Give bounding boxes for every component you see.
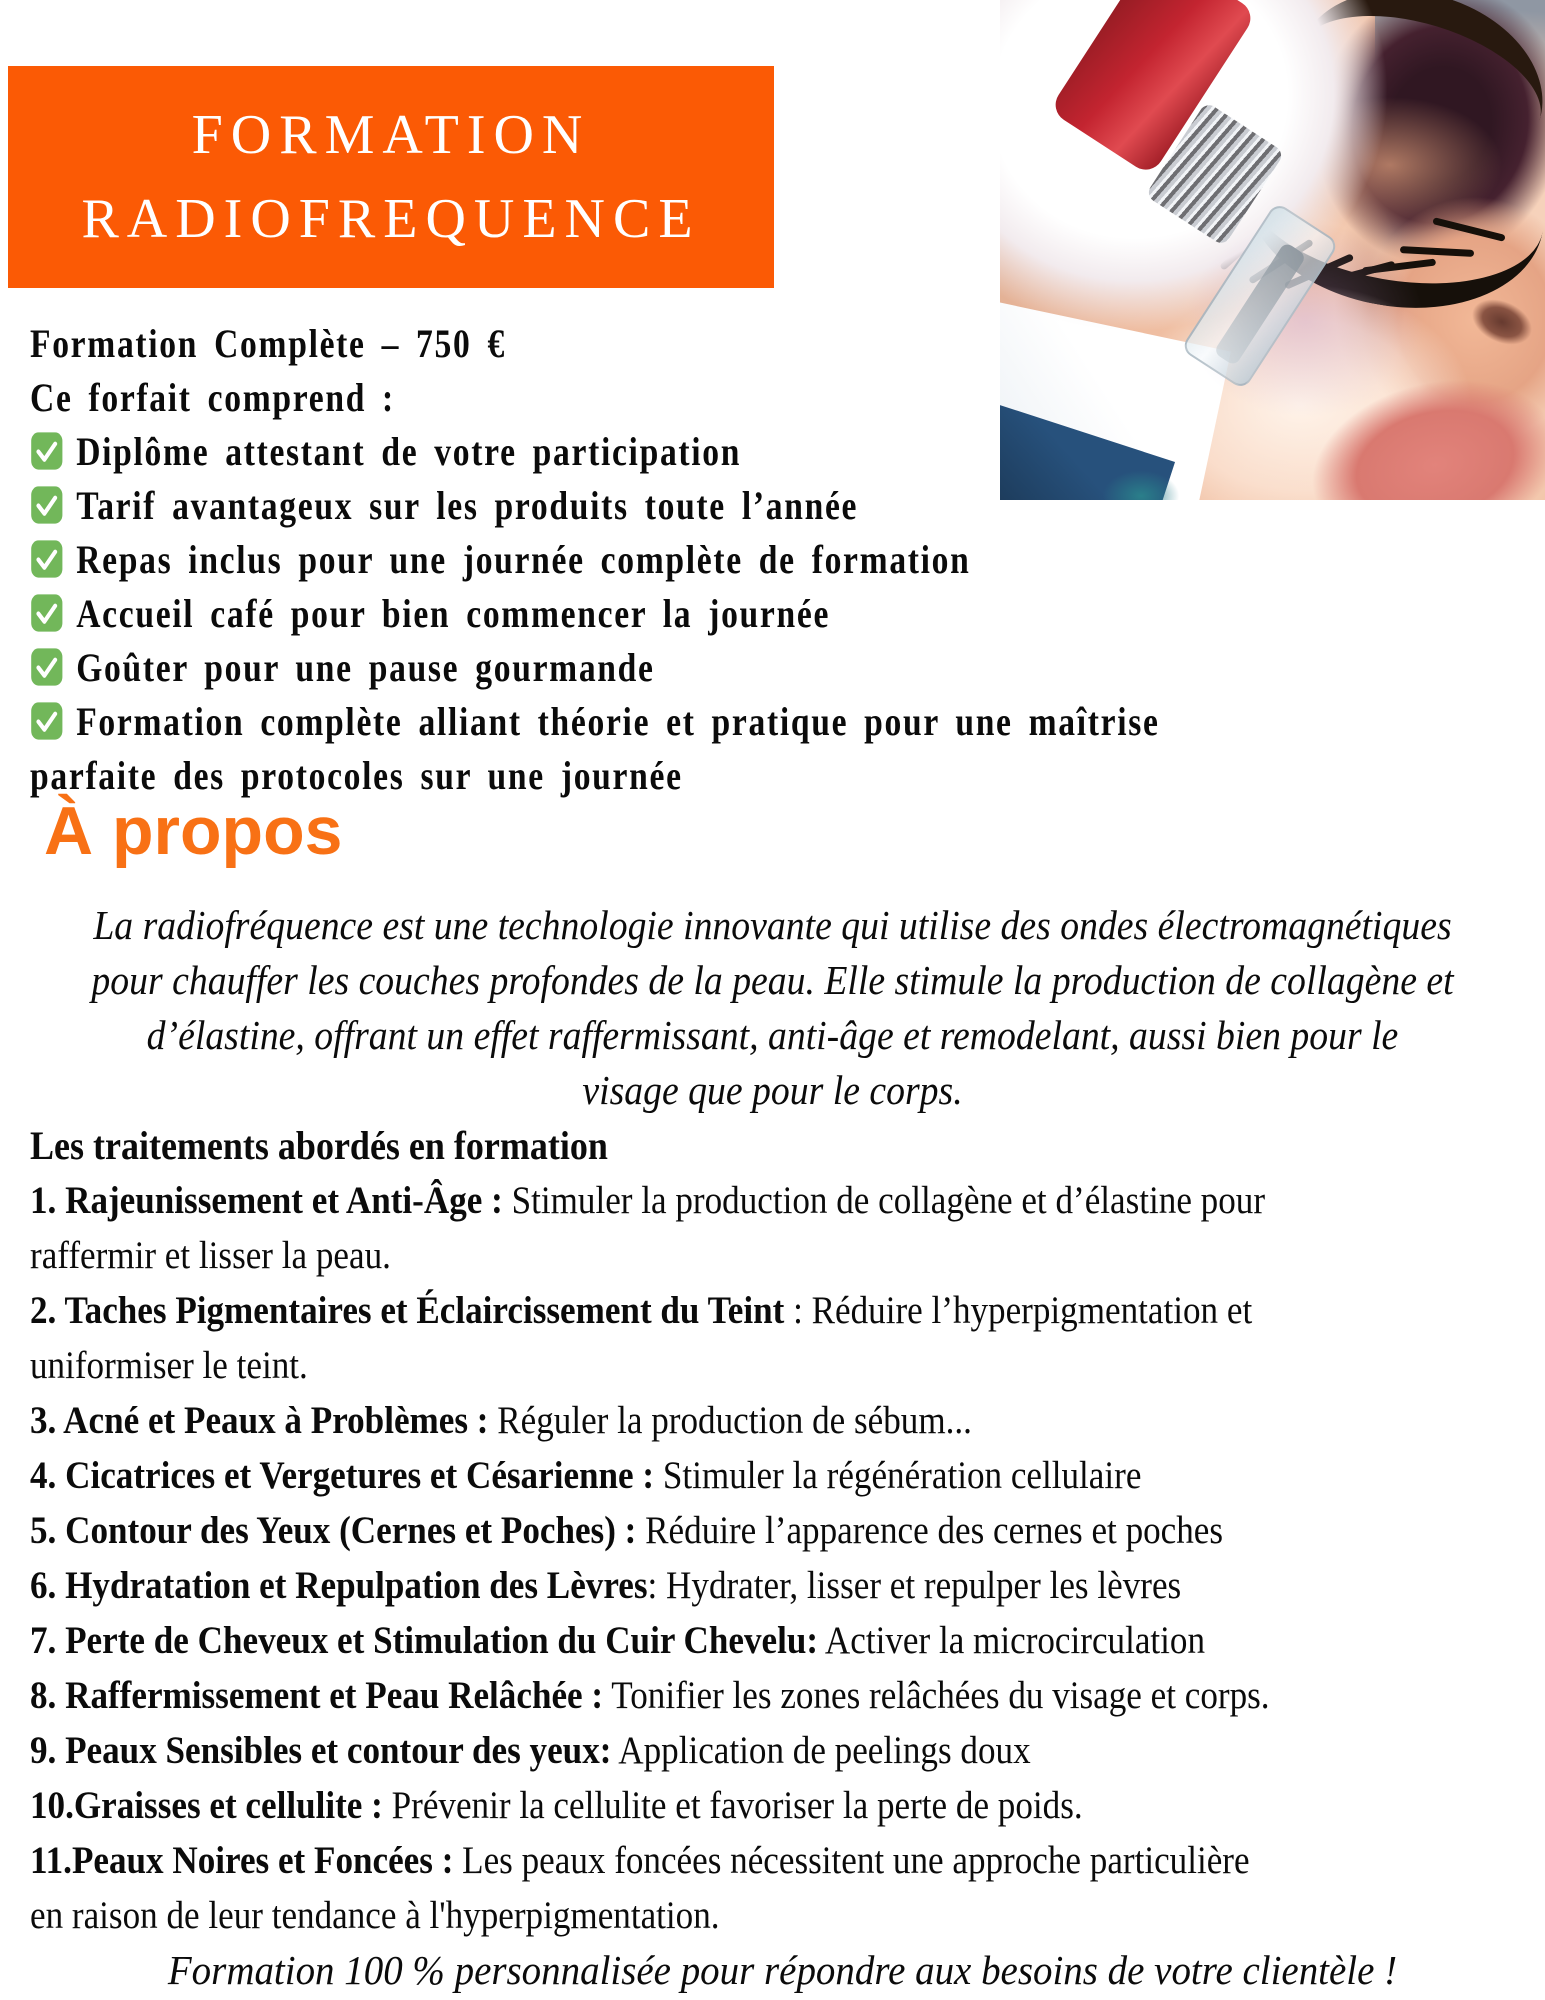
about-line: visage que pour le corps.: [582, 1067, 963, 1113]
treatment-line: [30, 1778, 1385, 1833]
treatment-label: 5. Contour des Yeux (Cernes et Poches) :: [30, 1509, 637, 1552]
treatment-item: [30, 1393, 1535, 1448]
treatment-continuation: en raison de leur tendance à l'hyperpigmentation.: [30, 1894, 720, 1937]
treatment-line: [30, 1833, 1385, 1888]
treatment-desc: Application de peelings doux: [611, 1729, 1031, 1772]
treatment-item: [30, 1778, 1535, 1833]
treatment-item: [30, 1613, 1535, 1668]
treatment-label: 11.Peaux Noires et Foncées :: [30, 1839, 454, 1882]
treatment-line: [30, 1283, 1385, 1338]
treatment-label: 4. Cicatrices et Vergetures et Césarienne :: [30, 1454, 655, 1497]
treatment-desc: Les peaux foncées nécessitent une approche particulière: [453, 1839, 1250, 1882]
treatment-label: 10.Graisses et cellulite :: [30, 1784, 383, 1827]
package-item: [30, 532, 1088, 586]
treatment-desc: Stimuler la régénération cellulaire: [654, 1454, 1142, 1497]
package-section: [30, 316, 1290, 802]
check-icon: [30, 539, 64, 579]
treatment-line: [30, 1448, 1385, 1503]
package-item-text: Repas inclus pour une journée complète de formation: [76, 536, 971, 582]
treatment-label: 3. Acné et Peaux à Problèmes :: [30, 1399, 489, 1442]
treatment-item: [30, 1558, 1535, 1613]
check-icon: [30, 647, 64, 687]
treatment-desc: Prévenir la cellulite et favoriser la perte de poids.: [382, 1784, 1083, 1827]
treatment-label: 8. Raffermissement et Peau Relâchée :: [30, 1674, 604, 1717]
treatment-item: [30, 1173, 1535, 1283]
treatment-desc: Réduire l’apparence des cernes et poches: [636, 1509, 1224, 1552]
package-item-text: Diplôme attestant de votre participation: [76, 428, 742, 474]
package-item-continuation: parfaite des protocoles sur une journée: [30, 752, 683, 798]
package-item: [30, 694, 1160, 748]
package-item: [30, 640, 1088, 694]
package-item: [30, 424, 1088, 478]
treatment-label: 2. Taches Pigmentaires et Éclaircissement du Teint: [30, 1289, 785, 1332]
package-item-text: Formation complète alliant théorie et pratique pour une maîtrise: [76, 698, 1160, 744]
treatment-line: [30, 1668, 1385, 1723]
treatment-desc: : Hydrater, lisser et repulper les lèvres: [647, 1564, 1182, 1607]
about-line: d’élastine, offrant un effet raffermissant, anti-âge et remodelant, aussi bien pour le: [146, 1012, 1399, 1058]
package-item: [30, 586, 1088, 640]
treatment-item: [30, 1723, 1535, 1778]
about-line: La radiofréquence est une technologie innovante qui utilise des ondes électromagnétiques: [93, 902, 1452, 948]
treatment-label: 9. Peaux Sensibles et contour des yeux:: [30, 1729, 612, 1772]
treatment-desc: : Réduire l’hyperpigmentation et: [784, 1289, 1253, 1332]
title-banner: [8, 66, 774, 288]
check-icon: [30, 485, 64, 525]
treatment-label: 1. Rajeunissement et Anti-Âge :: [30, 1179, 503, 1222]
treatments-section: [30, 1118, 1535, 1998]
package-item-text: Goûter pour une pause gourmande: [76, 644, 655, 690]
treatment-label: 6. Hydratation et Repulpation des Lèvres: [30, 1564, 648, 1607]
treatment-item: [30, 1668, 1535, 1723]
check-icon: [30, 431, 64, 471]
package-item: [30, 478, 1088, 532]
treatment-line: [30, 1613, 1385, 1668]
treatment-desc: Réguler la production de sébum...: [488, 1399, 972, 1442]
treatment-continuation: uniformiser le teint.: [30, 1344, 308, 1387]
treatment-desc: Tonifier les zones relâchées du visage et corps.: [603, 1674, 1270, 1717]
treatment-item: [30, 1448, 1535, 1503]
treatment-line: [30, 1393, 1385, 1448]
banner-title-line1: FORMATION: [191, 104, 591, 166]
treatment-desc: Activer la microcirculation: [818, 1619, 1206, 1662]
treatment-continuation: raffermir et lisser la peau.: [30, 1234, 391, 1277]
treatment-line: [30, 1558, 1385, 1613]
check-icon: [30, 701, 64, 741]
treatment-item: [30, 1283, 1535, 1393]
treatment-line: [30, 1723, 1385, 1778]
about-paragraph: [0, 898, 1545, 1118]
treatment-label: 7. Perte de Cheveux et Stimulation du Cuir Chevelu:: [30, 1619, 819, 1662]
about-line: pour chauffer les couches profondes de la peau. Elle stimule la production de collagène et: [91, 957, 1454, 1003]
check-icon: [30, 593, 64, 633]
treatment-line: [30, 1503, 1385, 1558]
about-heading: À propos: [44, 793, 343, 869]
footer-note: Formation 100 % personnalisée pour répondre aux besoins de votre clientèle !: [167, 1947, 1398, 1993]
treatment-line: [30, 1173, 1385, 1228]
treatment-desc: Stimuler la production de collagène et d’élastine pour: [502, 1179, 1266, 1222]
treatment-item: [30, 1833, 1535, 1943]
price-line: Formation Complète – 750 €: [30, 320, 506, 366]
package-item-text: Tarif avantageux sur les produits toute l’année: [76, 482, 859, 528]
package-item-text: Accueil café pour bien commencer la journée: [76, 590, 831, 636]
treatments-heading: Les traitements abordés en formation: [30, 1123, 608, 1168]
treatment-item: [30, 1503, 1535, 1558]
includes-label: Ce forfait comprend :: [30, 374, 395, 420]
banner-title-line2: RADIOFREQUENCE: [81, 188, 701, 250]
